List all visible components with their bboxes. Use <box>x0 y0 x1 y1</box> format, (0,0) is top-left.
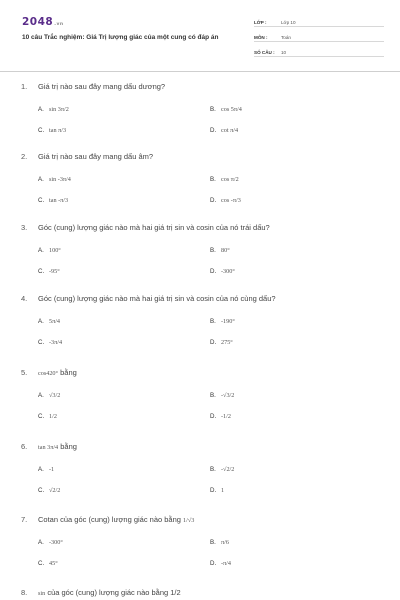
option-a[interactable]: A. -300° <box>38 538 63 546</box>
option-c[interactable]: C. √2/2 <box>38 486 61 494</box>
question-8 <box>21 586 371 598</box>
option-c[interactable]: C. -95° <box>38 267 60 275</box>
question-stem: 4. Góc (cung) lượng giác nào mà hai giá trị sin và cosin của nó cùng dấu? <box>21 293 276 303</box>
question-2 <box>21 150 371 206</box>
question-5 <box>21 366 371 422</box>
site-logo[interactable]: 2048.vn <box>22 16 64 28</box>
question-stem: 8. sin của góc (cung) lượng giác nào bằng 1/2 <box>21 587 181 597</box>
meta-count: SỐ CÂU : 10 <box>254 46 384 57</box>
option-c[interactable]: C. tan -π/3 <box>38 196 69 204</box>
meta-info <box>254 16 384 61</box>
question-stem: 7. Cotan của góc (cung) lượng giác nào bằng 1/√3 <box>21 514 195 524</box>
option-b[interactable]: B. -√2/2 <box>210 465 235 473</box>
option-a[interactable]: A. -1 <box>38 465 55 473</box>
meta-grade: LỚP : Lớp 10 <box>254 16 384 27</box>
option-d[interactable]: D. cot π/4 <box>210 126 239 134</box>
option-c[interactable]: C. 45° <box>38 559 58 567</box>
header-divider <box>0 71 400 72</box>
option-d[interactable]: D. -300° <box>210 267 235 275</box>
option-b[interactable]: B. π/6 <box>210 538 229 546</box>
question-stem: 2. Giá trị nào sau đây mang dấu âm? <box>21 151 154 161</box>
question-stem: 1. Giá trị nào sau đây mang dấu dương? <box>21 81 166 91</box>
option-b[interactable]: B. -190° <box>210 317 235 325</box>
option-d[interactable]: D. 1 <box>210 486 225 494</box>
option-d[interactable]: D. 275° <box>210 338 233 346</box>
option-a[interactable]: A. 5π/4 <box>38 317 61 325</box>
quiz-title: 10 câu Trắc nghiệm: Giá Trị lượng giác của một cung có đáp án <box>22 34 219 41</box>
question-7 <box>21 513 371 569</box>
option-b[interactable]: B. -√3/2 <box>210 391 235 399</box>
question-stem: 5. cos420° bằng <box>21 367 77 377</box>
option-a[interactable]: A. 100° <box>38 246 61 254</box>
option-a[interactable]: A. sin -3π/4 <box>38 175 71 183</box>
question-stem: 6. tan 3π/4 bằng <box>21 441 77 451</box>
question-stem: 3. Góc (cung) lượng giác nào mà hai giá trị sin và cosin của nó trái dấu? <box>21 222 270 232</box>
option-c[interactable]: C. -3π/4 <box>38 338 63 346</box>
option-d[interactable]: D. cos -π/3 <box>210 196 241 204</box>
option-b[interactable]: B. 80° <box>210 246 230 254</box>
option-c[interactable]: C. tan π/3 <box>38 126 67 134</box>
question-3 <box>21 221 371 277</box>
question-1 <box>21 80 371 136</box>
option-a[interactable]: A. √3/2 <box>38 391 61 399</box>
option-b[interactable]: B. cos π/2 <box>210 175 239 183</box>
option-a[interactable]: A. sin 3π/2 <box>38 105 69 113</box>
option-c[interactable]: C. 1/2 <box>38 412 57 420</box>
option-b[interactable]: B. cos 5π/4 <box>210 105 242 113</box>
option-d[interactable]: D. -π/4 <box>210 559 231 567</box>
worksheet-header <box>18 14 384 66</box>
question-4 <box>21 292 371 348</box>
question-6 <box>21 440 371 496</box>
option-d[interactable]: D. -1/2 <box>210 412 231 420</box>
meta-subject: MÔN : Toán <box>254 31 384 42</box>
